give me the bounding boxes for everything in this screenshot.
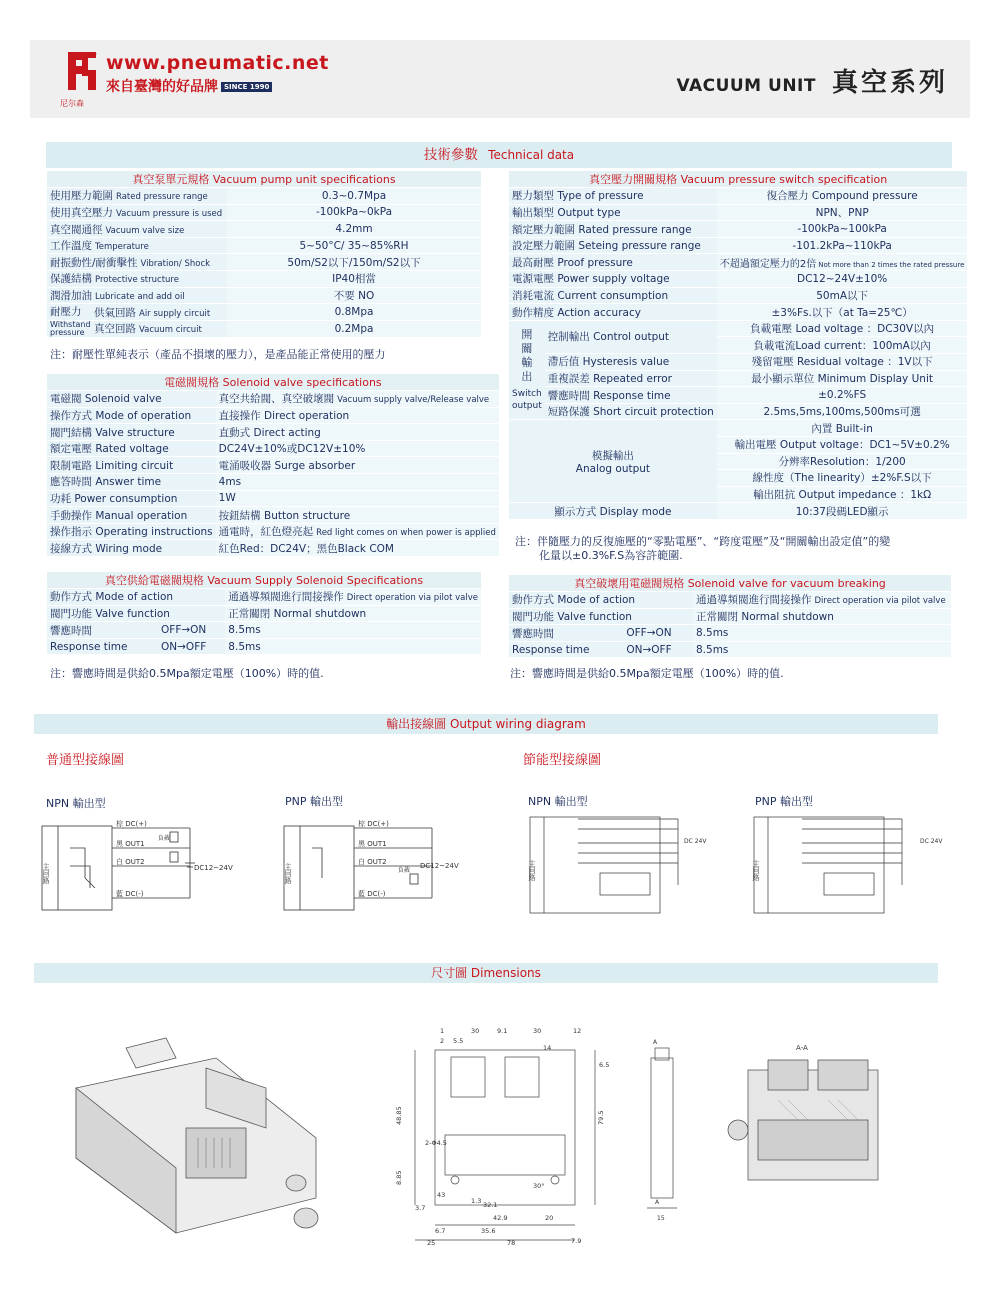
breaking-row — [509, 592, 951, 609]
spec-value: 負載電壓 Load voltage ：DC30V以內 — [717, 320, 968, 337]
spec-key-en: Vacuum pressure is used — [116, 208, 223, 219]
switch-row — [509, 287, 967, 304]
spec-value-text: 復合壓力 Compound pressure — [766, 190, 918, 203]
dimension-label: 9.1 — [497, 1027, 508, 1035]
title-zh: 真空系列 — [831, 68, 948, 98]
pnp-wiring-diagram — [282, 818, 459, 918]
spec-value — [717, 287, 968, 304]
dimension-label: 32.1 — [483, 1201, 498, 1209]
pump-row — [47, 188, 481, 205]
dc24-label: DC 24V — [920, 838, 943, 845]
switch-output-group — [509, 320, 545, 420]
response-zh: 響應時間 — [512, 627, 554, 640]
breaking-title: 真空破壞用電磁閥規格 Solenoid valve for vacuum breaking — [509, 575, 951, 592]
load-label: 負載 — [158, 835, 171, 842]
dimension-label: 12 — [573, 1027, 582, 1035]
switch-output-row — [509, 370, 967, 387]
eco-pnp-wiring-diagram — [752, 815, 942, 915]
dimension-label: 14 — [543, 1044, 552, 1052]
spec-key: 最高耐壓 Proof pressure — [509, 254, 717, 271]
dc24-label: DC 24V — [684, 838, 707, 845]
spec-key-en: Temperature — [95, 242, 149, 253]
response-direction: ON→OFF — [605, 641, 693, 658]
spec-key: 設定壓力範圍 Seteing pressure range — [509, 237, 717, 254]
dc-label: DC12~24V — [420, 862, 459, 870]
dimension-label: 7.9 — [571, 1237, 582, 1245]
spec-key-en: Rated pressure range — [116, 192, 208, 203]
spec-key-en: Vacuum valve size — [105, 225, 185, 236]
switch-output-zh: 開關輸出 — [521, 328, 533, 384]
spec-value — [216, 407, 499, 424]
pump-note: 注：耐壓性單純表示（產品不損壞的壓力），是產品能正常使用的壓力 — [50, 348, 386, 361]
display-row — [509, 503, 967, 520]
spec-key: 控制輸出 Control output — [545, 320, 717, 353]
spec-value: 線性度（The linearity）±2%F.S以下 — [717, 470, 968, 487]
spec-value: 內置 Built-in — [717, 420, 968, 437]
supply-spec-table — [47, 572, 481, 655]
pump-row — [47, 237, 481, 254]
product-3d-drawing — [66, 1028, 326, 1248]
wiring-title: 輸出接線圖 Output wiring diagram — [386, 717, 586, 731]
spec-value-en: Direct operation via pilot valve — [814, 596, 946, 607]
main-circuit-label: 主回路 — [528, 860, 536, 881]
switch-output-row — [509, 320, 967, 337]
dimension-label: 43 — [437, 1191, 446, 1199]
spec-value: 輸出阻抗 Output impedance ：1kΩ — [717, 486, 968, 503]
dimension-label: 6.7 — [435, 1227, 446, 1235]
spec-key: 功耗 Power consumption — [47, 490, 216, 507]
spec-key: 響應時間 Response time — [545, 387, 717, 404]
spec-value-text: 按鈕結構 Button structure — [218, 509, 351, 522]
spec-value: 0.2Mpa — [227, 320, 481, 337]
dc-label: DC12~24V — [194, 864, 233, 872]
spec-key-en: Protective structure — [95, 275, 179, 286]
dimension-label: 1 — [440, 1027, 445, 1035]
npn-label-2: NPN 輸出型 — [528, 795, 588, 808]
spec-value-text: 通過導頻閥進行間接操作 — [228, 591, 344, 604]
withstand-en: Withstand pressure — [50, 319, 91, 337]
spec-value — [216, 490, 499, 507]
response-row — [509, 641, 951, 658]
spec-key: 額定壓力範圍 Rated pressure range — [509, 221, 717, 238]
spec-key: 動作精度 Action accuracy — [509, 304, 717, 321]
eco-type-title: 節能型接線圖 — [523, 753, 602, 768]
spec-key-en: Air supply circuit — [139, 308, 211, 319]
spec-key-zh: 潤滑加油 — [50, 289, 92, 302]
blue-label: 藍 DC(-) — [358, 890, 386, 898]
spec-key — [47, 287, 227, 304]
spec-key — [47, 221, 227, 238]
analog-en: Analog output — [575, 462, 651, 475]
eco-npn-wiring-diagram — [528, 815, 718, 915]
spec-value — [693, 608, 951, 625]
withstand-label — [50, 308, 94, 317]
pnp-label-1: PNP 輸出型 — [285, 795, 343, 808]
brown-label: 棕 DC(+) — [358, 820, 389, 828]
response-value: 8.5ms — [225, 638, 481, 655]
response-value: 8.5ms — [225, 622, 481, 639]
spec-value — [717, 188, 968, 205]
spec-value-text: -101.2kPa~110kPa — [792, 239, 892, 252]
spec-key — [47, 320, 227, 337]
response-row — [47, 638, 481, 655]
dimension-label: 30 — [471, 1027, 480, 1035]
switch-row — [509, 237, 967, 254]
supply-row — [47, 605, 481, 622]
switch-output-row — [509, 354, 967, 371]
spec-value — [717, 237, 968, 254]
spec-key-en: Lubricate and add oil — [95, 291, 185, 302]
spec-value-text: 直接操作 Direct operation — [218, 409, 350, 422]
solenoid-row — [47, 507, 499, 524]
switch-row — [509, 188, 967, 205]
dimension-label: 78 — [507, 1239, 516, 1247]
analog-zh: 模擬輸出 — [591, 449, 634, 462]
spec-key: 顯示方式 Display mode — [509, 503, 717, 520]
spec-key — [47, 188, 227, 205]
switch-output-en: Switch output — [512, 389, 542, 412]
switch-note-1: 注：伴隨壓力的反復施壓的“零點電壓”、“跨度電壓”及“開關輸出設定值”的變 — [515, 535, 891, 548]
solenoid-row — [47, 490, 499, 507]
wiring-bar — [34, 714, 938, 734]
spec-key: 電磁閥 Solenoid valve — [47, 391, 216, 408]
spec-value — [717, 254, 968, 271]
switch-row — [509, 254, 967, 271]
spec-value-text: 直動式 Direct acting — [218, 426, 321, 439]
spec-value — [216, 507, 499, 524]
withstand-row — [47, 320, 481, 337]
solenoid-title: 電磁閥規格 Solenoid valve specifications — [47, 374, 499, 391]
spec-key: 電源電壓 Power supply voltage — [509, 271, 717, 288]
spec-value-text: NPN、PNP — [815, 206, 869, 219]
brown-label: 棕 DC(+) — [116, 820, 147, 828]
switch-row — [509, 221, 967, 238]
spec-key: 短路保護 Short circuit protection — [545, 403, 717, 420]
main-circuit-label: 主回路 — [752, 860, 760, 881]
spec-value — [717, 304, 968, 321]
tech-title-zh: 技術參數 — [423, 147, 478, 163]
spec-key: 動作方式 Mode of action — [47, 589, 225, 606]
spec-value-text: 通過導頻閥進行間接操作 — [696, 594, 812, 607]
spec-value-text: 4ms — [218, 475, 242, 488]
response-direction: ON→OFF — [142, 638, 225, 655]
tech-title-en: Technical data — [488, 148, 575, 162]
spec-value-text: DC12~24V±10% — [796, 272, 888, 285]
breaking-spec-table — [509, 575, 951, 658]
spec-value: -100kPa~0kPa — [227, 204, 481, 221]
response-label — [47, 622, 142, 639]
spec-key: 滯后值 Hysteresis value — [545, 354, 717, 371]
switch-output-row — [509, 403, 967, 420]
dimension-label: 3.7 — [415, 1204, 426, 1212]
response-row — [47, 622, 481, 639]
spec-value: 分辨率Resolution：1/200 — [717, 453, 968, 470]
spec-value: 輸出電壓 Output voltage：DC1~5V±0.2% — [717, 437, 968, 454]
white-label: 白 OUT2 — [116, 858, 145, 866]
pump-row — [47, 254, 481, 271]
npn-label-1: NPN 輸出型 — [46, 797, 106, 810]
spec-value-text: -100kPa~100kPa — [797, 223, 887, 236]
solenoid-row — [47, 440, 499, 457]
pump-row — [47, 204, 481, 221]
spec-value — [717, 221, 968, 238]
spec-value: 殘留電壓 Residual voltage ：1V以下 — [717, 354, 968, 371]
npn-wiring-diagram — [40, 818, 240, 918]
spec-value — [216, 540, 499, 557]
brand-logo-icon — [64, 50, 98, 92]
dimension-label: 42.9 — [493, 1214, 508, 1222]
tech-data-bar — [46, 142, 952, 168]
spec-key-zh: 工作溫度 — [50, 240, 92, 253]
spec-value: 不要 NO — [227, 287, 481, 304]
spec-key-zh: 保護結構 — [50, 273, 92, 286]
spec-value: 最小顯示單位 Minimum Display Unit — [717, 370, 968, 387]
spec-value-text: 正常關閉 Normal shutdown — [228, 607, 367, 620]
dimension-label: 25 — [427, 1239, 436, 1247]
spec-value-text: 通電時，紅色燈亮起 — [218, 526, 314, 539]
header — [30, 40, 970, 118]
spec-key — [47, 254, 227, 271]
spec-value-en: Direct operation via pilot valve — [346, 593, 478, 604]
section-a-bottom: A — [655, 1199, 660, 1206]
withstand-zh: 耐壓力 — [50, 306, 82, 319]
spec-value-text: 紅色Red：DC24V；黑色Black COM — [218, 542, 394, 555]
spec-key: 動作方式 Mode of action — [509, 592, 693, 609]
since-badge: SINCE 1990 — [221, 82, 272, 92]
solenoid-row — [47, 474, 499, 491]
spec-value-text: 不超過額定壓力的2倍 — [719, 258, 817, 270]
breaking-note: 注：響應時間是供給0.5Mpa額定電壓（100%）時的值. — [510, 667, 784, 680]
pnp-label-2: PNP 輸出型 — [755, 795, 813, 808]
pump-title: 真空泵單元規格 Vacuum pump unit specifications — [47, 171, 481, 188]
dimension-label: 30 — [533, 1027, 542, 1035]
black-label: 黑 OUT1 — [116, 840, 145, 848]
spec-value — [216, 424, 499, 441]
spec-value-text: 50mA以下 — [816, 289, 869, 302]
spec-key: 限制電路 Limiting circuit — [47, 457, 216, 474]
blue-label: 藍 DC(-) — [116, 890, 144, 898]
spec-key-en: Vacuum circuit — [139, 324, 202, 335]
solenoid-row — [47, 407, 499, 424]
spec-value-text: 正常關閉 Normal shutdown — [696, 610, 834, 623]
dimension-label: 79.5 — [597, 1110, 605, 1125]
svg-text:®: ® — [92, 52, 97, 58]
solenoid-row — [47, 424, 499, 441]
spec-value — [216, 523, 499, 540]
white-label: 白 OUT2 — [358, 858, 387, 866]
spec-key — [47, 271, 227, 288]
spec-value — [216, 474, 499, 491]
dimension-label: 2-Φ4.5 — [425, 1139, 447, 1147]
dimension-label: 2 — [440, 1037, 445, 1045]
spec-value: 5~50°C/ 35~85%RH — [227, 237, 481, 254]
spec-value — [216, 440, 499, 457]
dim-15: 15 — [657, 1215, 665, 1222]
spec-key: 壓力類型 Type of pressure — [509, 188, 717, 205]
switch-row — [509, 304, 967, 321]
switch-spec-table — [509, 171, 967, 520]
spec-value — [717, 204, 968, 221]
switch-note-2: 化量以±0.3%F.S為容許範圍. — [539, 549, 683, 562]
pump-spec-table — [47, 171, 481, 338]
supply-title: 真空供給電磁閥規格 Vacuum Supply Solenoid Specifications — [47, 572, 481, 589]
spec-value — [225, 589, 481, 606]
spec-value-en: Not more than 2 times the rated pressure — [818, 260, 965, 269]
spec-value-text: 真空共給閥、真空破壞閥 — [218, 393, 335, 406]
normal-type-title: 普通型接線圖 — [46, 753, 125, 768]
response-en: Response time — [50, 640, 128, 653]
spec-key: 操作方式 Mode of operation — [47, 407, 216, 424]
spec-value-en: Red light comes on when power is applied — [316, 528, 496, 539]
switch-row — [509, 204, 967, 221]
supply-row — [47, 589, 481, 606]
dimension-label: 20 — [545, 1214, 554, 1222]
analog-output-row — [509, 420, 967, 437]
load-label: 負載 — [398, 867, 411, 874]
spec-key: 接線方式 Wiring mode — [47, 540, 216, 557]
page-title — [676, 62, 948, 99]
response-zh: 響應時間 — [50, 624, 92, 637]
solenoid-row — [47, 391, 499, 408]
dimension-label: 35.6 — [481, 1227, 496, 1235]
spec-value: 0.8Mpa — [227, 304, 481, 321]
spec-value-text: ±3%Fs.以下（at Ta=25℃） — [771, 306, 913, 319]
spec-value-text: DC24V±10%或DC12V±10% — [218, 443, 366, 456]
withstand-row — [47, 304, 481, 321]
spec-key-zh: 使用壓力範圍 — [50, 190, 113, 203]
spec-key: 重複誤差 Repeated error — [545, 370, 717, 387]
spec-value: 50m/S2以下/150m/S2以下 — [227, 254, 481, 271]
response-direction: OFF→ON — [142, 622, 225, 639]
dimension-label: 30° — [533, 1182, 545, 1190]
response-label — [47, 638, 142, 655]
spec-value-text: 1W — [218, 492, 236, 505]
response-en: Response time — [512, 643, 590, 656]
dimension-label: 8.85 — [395, 1170, 403, 1185]
spec-value: 10:37段碼LED顯示 — [717, 503, 968, 520]
spec-value — [693, 592, 951, 609]
spec-key-zh: 真空閥通徑 — [50, 223, 103, 236]
pump-row — [47, 221, 481, 238]
side-view-drawing — [643, 1038, 683, 1228]
switch-title: 真空壓力開關規格 Vacuum pressure switch specification — [509, 171, 967, 188]
main-circuit-label: 主回路 — [284, 863, 292, 884]
dimension-label: 48.85 — [395, 1106, 403, 1125]
title-en: VACUUM UNIT — [676, 76, 816, 96]
response-value: 8.5ms — [693, 625, 951, 642]
spec-key: 閥門功能 Valve function — [47, 605, 225, 622]
supply-note: 注：響應時間是供給0.5Mpa額定電壓（100%）時的值. — [50, 667, 324, 680]
spec-key — [47, 204, 227, 221]
solenoid-row — [47, 457, 499, 474]
spec-key-zh: 供氣回路 — [94, 306, 136, 319]
spec-key-zh: 使用真空壓力 — [50, 206, 113, 219]
solenoid-spec-table — [47, 374, 499, 557]
spec-key: 手動操作 Manual operation — [47, 507, 216, 524]
response-value: 8.5ms — [693, 641, 951, 658]
site-url: www.pneumatic.net — [106, 52, 329, 74]
response-label — [509, 641, 605, 658]
spec-key-zh: 耐振動性/耐衝擊性 — [50, 256, 138, 269]
spec-value: IP40相當 — [227, 271, 481, 288]
spec-value — [717, 271, 968, 288]
spec-key — [47, 237, 227, 254]
dimension-label: 5.5 — [453, 1037, 464, 1045]
spec-value: 4.2mm — [227, 221, 481, 238]
section-a-top: A — [653, 1039, 658, 1046]
spec-key: 額定電壓 Rated voltage — [47, 440, 216, 457]
dimension-label: 1.3 — [471, 1197, 482, 1205]
section-view-drawing — [718, 1040, 908, 1190]
spec-key-en: Vibration/ Shock — [140, 258, 211, 269]
spec-key: 操作指示 Operating instructions — [47, 523, 216, 540]
slogan: 來自臺灣的好品牌 SINCE 1990 — [106, 76, 272, 96]
pump-row — [47, 271, 481, 288]
spec-value: 0.3~0.7Mpa — [227, 188, 481, 205]
spec-key: 閥門結構 Valve structure — [47, 424, 216, 441]
dimension-label: 6.5 — [599, 1061, 610, 1069]
dimensions-bar — [34, 963, 938, 983]
response-row — [509, 625, 951, 642]
solenoid-row — [47, 540, 499, 557]
spec-value: 負載電流Load current：100mA以內 — [717, 337, 968, 354]
spec-value — [225, 605, 481, 622]
switch-output-row — [509, 387, 967, 404]
spec-key: 應答時間 Answer time — [47, 474, 216, 491]
analog-output-group — [509, 420, 717, 503]
black-label: 黑 OUT1 — [358, 840, 387, 848]
brand-cn: 尼尔森 — [60, 99, 84, 108]
spec-value: 2.5ms,5ms,100ms,500ms可選 — [717, 403, 968, 420]
spec-key — [47, 304, 227, 321]
spec-value-text: 電涌吸收器 Surge absorber — [218, 459, 356, 472]
response-direction: OFF→ON — [605, 625, 693, 642]
spec-value-en: Vacuum supply valve/Release valve — [337, 395, 490, 406]
switch-row — [509, 271, 967, 288]
spec-key-zh: 真空回路 — [94, 322, 136, 335]
spec-key: 閥門功能 Valve function — [509, 608, 693, 625]
solenoid-row — [47, 523, 499, 540]
response-label — [509, 625, 605, 642]
spec-value — [216, 391, 499, 408]
spec-key: 輸出類型 Output type — [509, 204, 717, 221]
spec-key: 消耗電流 Current consumption — [509, 287, 717, 304]
section-aa-label: A-A — [796, 1044, 808, 1052]
dimensions-title: 尺寸圖 Dimensions — [431, 966, 541, 980]
spec-value: ±0.2%FS — [717, 387, 968, 404]
main-circuit-label: 主回路 — [42, 863, 50, 884]
breaking-row — [509, 608, 951, 625]
pump-row — [47, 287, 481, 304]
spec-value — [216, 457, 499, 474]
dimension-drawing — [385, 1025, 615, 1250]
